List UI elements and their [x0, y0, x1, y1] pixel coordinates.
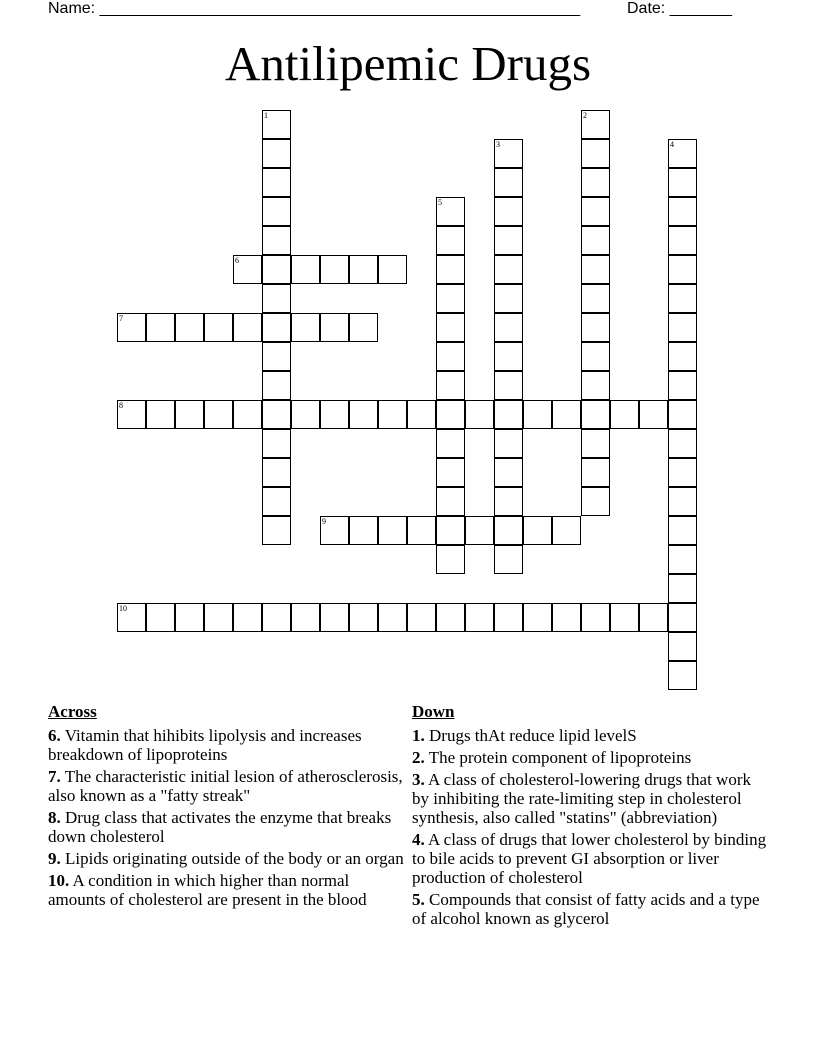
clue-down-1	[412, 726, 772, 745]
across-clues	[48, 700, 408, 912]
grid-cell[interactable]	[668, 574, 697, 603]
grid-cell[interactable]	[320, 313, 349, 342]
grid-cell[interactable]	[436, 342, 465, 371]
grid-cell[interactable]	[262, 516, 291, 545]
cell-number: 7	[119, 314, 123, 323]
name-field[interactable]: Name: ______________________________________________________	[48, 0, 581, 17]
grid-cell[interactable]	[668, 371, 697, 400]
clue-text: Drugs thAt reduce lipid levelS	[424, 726, 637, 745]
grid-cell[interactable]	[349, 400, 378, 429]
clue-number: 5.	[412, 890, 425, 909]
grid-cell[interactable]	[465, 400, 494, 429]
grid-cell[interactable]	[581, 371, 610, 400]
grid-cell[interactable]	[291, 603, 320, 632]
grid-cell[interactable]	[494, 168, 523, 197]
grid-cell[interactable]	[436, 255, 465, 284]
grid-cell[interactable]	[233, 400, 262, 429]
cell-number: 3	[496, 140, 500, 149]
grid-cell[interactable]	[262, 110, 291, 139]
grid-cell[interactable]	[668, 429, 697, 458]
grid-cell[interactable]	[581, 603, 610, 632]
grid-cell[interactable]	[436, 226, 465, 255]
clue-down-4	[412, 830, 772, 887]
clue-number: 2.	[412, 748, 425, 767]
cell-number: 1	[264, 111, 268, 120]
grid-cell[interactable]	[349, 516, 378, 545]
grid-cell[interactable]	[494, 458, 523, 487]
page-title: Antilipemic Drugs	[224, 36, 592, 91]
grid-cell[interactable]	[291, 255, 320, 284]
grid-cell[interactable]	[117, 313, 146, 342]
grid-cell[interactable]	[494, 197, 523, 226]
grid-cell[interactable]	[494, 371, 523, 400]
grid-cell[interactable]	[117, 400, 146, 429]
grid-cell[interactable]	[407, 516, 436, 545]
grid-cell[interactable]	[668, 545, 697, 574]
across-heading: Across	[48, 702, 97, 721]
grid-cell[interactable]	[233, 255, 262, 284]
grid-cell[interactable]	[262, 603, 291, 632]
grid-cell[interactable]	[581, 110, 610, 139]
grid-cell[interactable]	[494, 284, 523, 313]
clue-number: 8.	[48, 808, 61, 827]
grid-cell[interactable]	[436, 371, 465, 400]
clue-text: The protein component of lipoproteins	[424, 748, 692, 767]
grid-cell[interactable]	[610, 400, 639, 429]
grid-cell[interactable]	[436, 197, 465, 226]
clue-number: 10.	[48, 871, 70, 890]
grid-cell[interactable]	[668, 487, 697, 516]
grid-cell[interactable]	[494, 429, 523, 458]
down-clues	[412, 700, 772, 931]
grid-cell[interactable]	[320, 603, 349, 632]
grid-cell[interactable]	[146, 400, 175, 429]
grid-cell[interactable]	[581, 197, 610, 226]
grid-cell[interactable]	[581, 342, 610, 371]
grid-cell[interactable]	[581, 139, 610, 168]
clue-across-10	[48, 871, 408, 909]
grid-cell[interactable]	[668, 197, 697, 226]
grid-cell[interactable]	[581, 429, 610, 458]
cell-number: 9	[322, 517, 326, 526]
grid-cell[interactable]	[175, 400, 204, 429]
grid-cell[interactable]	[349, 255, 378, 284]
grid-cell[interactable]	[523, 603, 552, 632]
grid-cell[interactable]	[581, 168, 610, 197]
grid-cell[interactable]	[262, 168, 291, 197]
grid-cell[interactable]	[175, 313, 204, 342]
grid-cell[interactable]	[436, 400, 465, 429]
clue-across-9	[48, 849, 408, 868]
grid-cell[interactable]	[349, 313, 378, 342]
grid-cell[interactable]	[436, 429, 465, 458]
grid-cell[interactable]	[494, 545, 523, 574]
clue-text: A class of cholesterol-lowering drugs that work by inhibiting the rate-limiting step in cholesterol synthesis, also called "statins" (abbreviation)	[412, 770, 751, 827]
clue-text: Compounds that consist of fatty acids and a type of alcohol known as glycerol	[412, 890, 760, 928]
grid-cell[interactable]	[552, 603, 581, 632]
grid-cell[interactable]	[262, 371, 291, 400]
grid-cell[interactable]	[204, 400, 233, 429]
clue-text: Lipids originating outside of the body or an organ	[60, 849, 404, 868]
grid-cell[interactable]	[610, 603, 639, 632]
cell-number: 4	[670, 140, 674, 149]
grid-cell[interactable]	[494, 226, 523, 255]
down-heading: Down	[412, 702, 455, 721]
grid-cell[interactable]	[378, 255, 407, 284]
grid-cell[interactable]	[668, 284, 697, 313]
grid-cell[interactable]	[436, 284, 465, 313]
grid-cell[interactable]	[494, 516, 523, 545]
clue-text: A class of drugs that lower cholesterol by binding to bile acids to prevent GI absorption or liver production of cholesterol	[412, 830, 767, 887]
grid-cell[interactable]	[146, 313, 175, 342]
grid-cell[interactable]	[581, 255, 610, 284]
grid-cell[interactable]	[291, 313, 320, 342]
clue-text: The characteristic initial lesion of atherosclerosis, also known as a "fatty streak"	[48, 767, 403, 805]
grid-cell[interactable]	[581, 313, 610, 342]
cell-number: 10	[119, 604, 127, 613]
grid-cell[interactable]	[668, 342, 697, 371]
clue-down-5	[412, 890, 772, 928]
clue-across-8	[48, 808, 408, 846]
grid-cell[interactable]	[436, 487, 465, 516]
grid-cell[interactable]	[117, 603, 146, 632]
grid-cell[interactable]	[407, 603, 436, 632]
grid-cell[interactable]	[668, 313, 697, 342]
cell-number: 5	[438, 198, 442, 207]
grid-cell[interactable]	[668, 458, 697, 487]
grid-cell[interactable]	[175, 603, 204, 632]
clue-text: A condition in which higher than normal amounts of cholesterol are present in the blood	[48, 871, 367, 909]
grid-cell[interactable]	[378, 400, 407, 429]
grid-cell[interactable]	[581, 400, 610, 429]
grid-cell[interactable]	[494, 342, 523, 371]
grid-cell[interactable]	[349, 603, 378, 632]
cell-number: 8	[119, 401, 123, 410]
clue-text: Drug class that activates the enzyme that breaks down cholesterol	[48, 808, 392, 846]
grid-cell[interactable]	[668, 516, 697, 545]
grid-cell[interactable]	[465, 603, 494, 632]
grid-cell[interactable]	[262, 255, 291, 284]
grid-cell[interactable]	[436, 603, 465, 632]
grid-cell[interactable]	[436, 516, 465, 545]
cell-number: 2	[583, 111, 587, 120]
grid-cell[interactable]	[668, 400, 697, 429]
grid-cell[interactable]	[262, 400, 291, 429]
grid-cell[interactable]	[523, 516, 552, 545]
grid-cell[interactable]	[494, 603, 523, 632]
grid-cell[interactable]	[581, 284, 610, 313]
grid-cell[interactable]	[233, 603, 262, 632]
grid-cell[interactable]	[320, 516, 349, 545]
grid-cell[interactable]	[262, 226, 291, 255]
grid-cell[interactable]	[581, 458, 610, 487]
grid-cell[interactable]	[436, 458, 465, 487]
grid-cell[interactable]	[494, 139, 523, 168]
grid-cell[interactable]	[668, 255, 697, 284]
grid-cell[interactable]	[204, 603, 233, 632]
grid-cell[interactable]	[494, 255, 523, 284]
grid-cell[interactable]	[668, 603, 697, 632]
grid-cell[interactable]	[494, 400, 523, 429]
grid-cell[interactable]	[262, 284, 291, 313]
grid-cell[interactable]	[639, 603, 668, 632]
clue-number: 9.	[48, 849, 61, 868]
grid-cell[interactable]	[552, 400, 581, 429]
clue-across-7	[48, 767, 408, 805]
grid-cell[interactable]	[668, 168, 697, 197]
cell-number: 6	[235, 256, 239, 265]
grid-cell[interactable]	[262, 197, 291, 226]
grid-cell[interactable]	[262, 429, 291, 458]
clue-number: 4.	[412, 830, 425, 849]
grid-cell[interactable]	[378, 516, 407, 545]
grid-cell[interactable]	[262, 487, 291, 516]
grid-cell[interactable]	[465, 516, 494, 545]
grid-cell[interactable]	[407, 400, 436, 429]
grid-cell[interactable]	[262, 313, 291, 342]
clue-number: 3.	[412, 770, 425, 789]
grid-cell[interactable]	[668, 226, 697, 255]
grid-cell[interactable]	[668, 632, 697, 661]
grid-cell[interactable]	[146, 603, 175, 632]
grid-cell[interactable]	[233, 313, 262, 342]
clue-down-2	[412, 748, 772, 767]
grid-cell[interactable]	[262, 458, 291, 487]
grid-cell[interactable]	[436, 545, 465, 574]
grid-cell[interactable]	[291, 400, 320, 429]
grid-cell[interactable]	[552, 516, 581, 545]
grid-cell[interactable]	[378, 603, 407, 632]
grid-cell[interactable]	[320, 400, 349, 429]
date-field[interactable]: Date: _______	[627, 0, 732, 17]
grid-cell[interactable]	[320, 255, 349, 284]
grid-cell[interactable]	[668, 139, 697, 168]
grid-cell[interactable]	[494, 313, 523, 342]
grid-cell[interactable]	[204, 313, 233, 342]
grid-cell[interactable]	[581, 226, 610, 255]
clue-number: 6.	[48, 726, 61, 745]
grid-cell[interactable]	[494, 487, 523, 516]
grid-cell[interactable]	[581, 487, 610, 516]
clue-text: Vitamin that hihibits lipolysis and increases breakdown of lipoproteins	[48, 726, 362, 764]
grid-cell[interactable]	[262, 342, 291, 371]
grid-cell[interactable]	[639, 400, 668, 429]
clue-down-3	[412, 770, 772, 827]
clue-across-6	[48, 726, 408, 764]
clue-number: 1.	[412, 726, 425, 745]
grid-cell[interactable]	[668, 661, 697, 690]
grid-cell[interactable]	[523, 400, 552, 429]
clue-number: 7.	[48, 767, 61, 786]
grid-cell[interactable]	[436, 313, 465, 342]
grid-cell[interactable]	[262, 139, 291, 168]
